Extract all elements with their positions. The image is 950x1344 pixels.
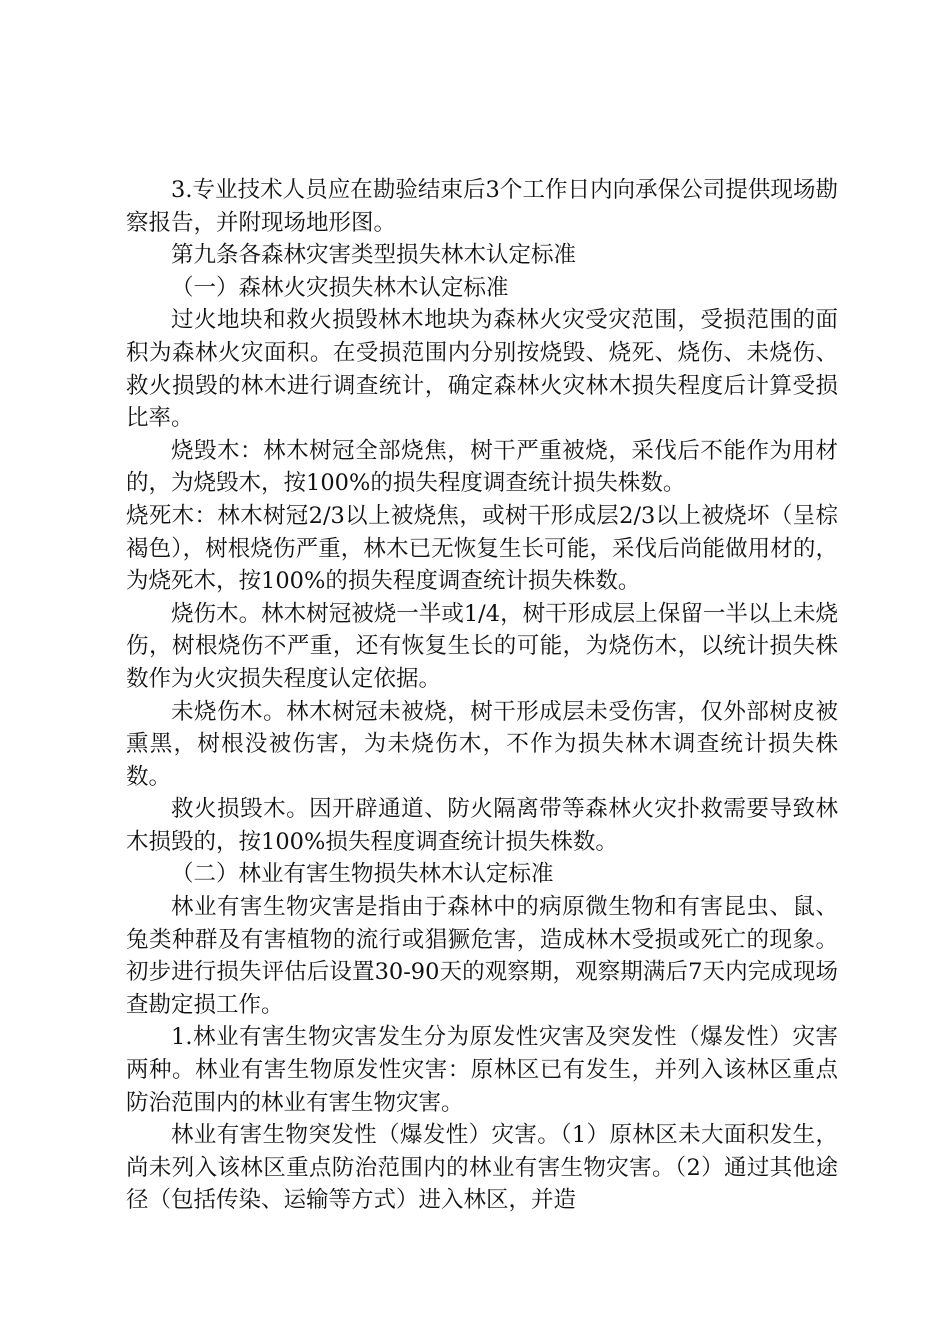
paragraph-sudden-pest-disaster: 林业有害生物突发性（爆发性）灾害。（1）原林区未大面积发生，尚未列入该林区重点防治范围内的林业有害生物灾害。（2）通过其他途径（包括传染、运输等方式）进入林区，并造: [126, 1122, 838, 1214]
document-body: [126, 174, 838, 1217]
paragraph-survey-report: 3.专业技术人员应在勘验结束后3个工作日内向承保公司提供现场勘察报告，并附现场地形图。: [126, 177, 838, 236]
paragraph-pest-types: 1.林业有害生物灾害发生分为原发性灾害及突发性（爆发性）灾害两种。林业有害生物原发性灾害：原林区已有发生，并列入该林区重点防治范围内的林业有害生物灾害。: [126, 1024, 838, 1116]
paragraph-unburned-wood: 未烧伤木。林木树冠未被烧，树干形成层未受伤害，仅外部树皮被熏黑，树根没被伤害，为未烧伤木，不作为损失林木调查统计损失株数。: [126, 698, 838, 790]
paragraph-burned-dead-wood: 烧死木：林木树冠2/3以上被烧焦，或树干形成层2/3以上被烧坏（呈棕褐色），树根烧伤严重，林木已无恢复生长可能，采伐后尚能做用材的，为烧死木，按100%的损失程度调查统计损失株数。: [126, 502, 838, 595]
paragraph-fire-scope: 过火地块和救火损毁林木地块为森林火灾受灾范围，受损范围的面积为森林火灾面积。在受损范围内分别按烧毁、烧死、烧伤、未烧伤、救火损毁的林木进行调查统计，确定森林火灾林木损失程度后计算受损比率。: [126, 307, 838, 432]
paragraph-burn-injured-wood: 烧伤木。林木树冠被烧一半或1/4，树干形成层上保留一半以上未烧伤，树根烧伤不严重，还有恢复生长的可能，为烧伤木，以统计损失株数作为火灾损失程度认定依据。: [126, 600, 838, 692]
paragraph-firefighting-damaged-wood: 救火损毁木。因开辟通道、防火隔离带等森林火灾扑救需要导致林木损毁的，按100%损失程度调查统计损失株数。: [126, 796, 838, 855]
paragraph-burned-destroyed-wood: 烧毁木：林木树冠全部烧焦，树干严重被烧，采伐后不能作为用材的，为烧毁木，按100%的损失程度调查统计损失株数。: [126, 437, 838, 497]
article-nine-heading: 第九条各森林灾害类型损失林木认定标准: [171, 242, 577, 269]
section-heading-forest-fire: （一）森林火灾损失林木认定标准: [171, 274, 509, 301]
section-heading-forest-pests: （二）林业有害生物损失林木认定标准: [171, 861, 554, 888]
paragraph-pest-definition: 林业有害生物灾害是指由于森林中的病原微生物和有害昆虫、鼠、兔类种群及有害植物的流行或猖獗危害，造成林木受损或死亡的现象。初步进行损失评估后设置30-90天的观察期，观察期满后7天内完成现场查勘定损工作。: [126, 894, 838, 1018]
